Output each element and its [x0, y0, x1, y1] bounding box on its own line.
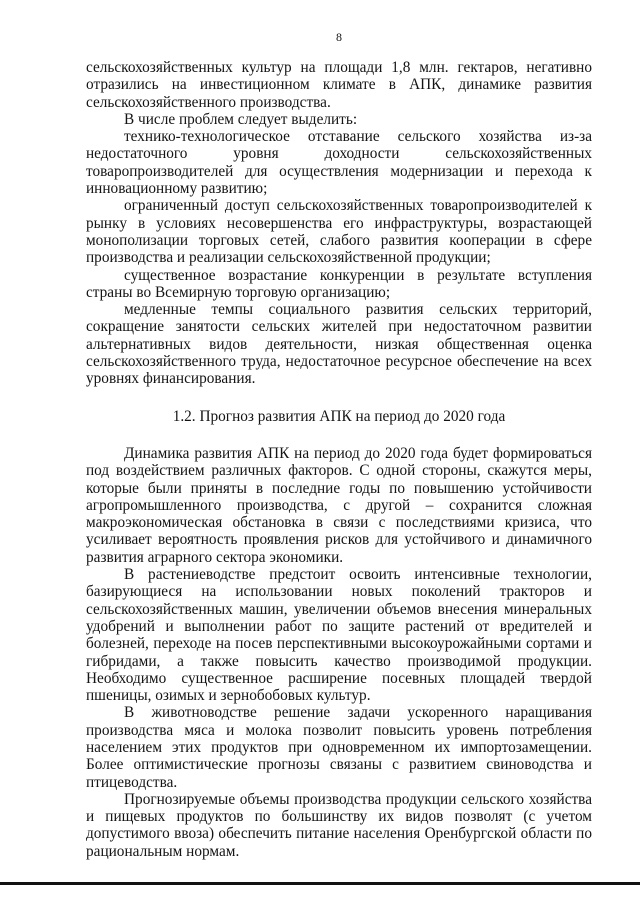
body-after-heading — [86, 445, 592, 860]
body-before-heading — [86, 59, 592, 388]
paragraph: Прогнозируемые объемы производства продукции сельского хозяйства и пищевых продуктов по большинству их видов позволят (с учетом допустимого ввоза) обеспечить питание населения Оренбургской области по рациональным нормам. — [86, 790, 592, 860]
list-item: технико-технологическое отставание сельского хозяйства из-за недостаточного уровня доходности сельскохозяйственных товаропроизводителей для осуществления модернизации и перехода к инновационному развитию; — [86, 128, 592, 198]
list-item: существенное возрастание конкуренции в результате вступления страны во Всемирную торговую организацию; — [86, 266, 592, 301]
document-page — [86, 30, 592, 860]
section-heading: 1.2. Прогноз развития АПК на период до 2020 года — [172, 407, 506, 425]
paragraph: В числе проблем следует выделить: — [124, 110, 358, 128]
list-item: ограниченный доступ сельскохозяйственных товаропроизводителей к рынку в условиях несовершенства его инфраструктуры, возрастающей монополизации торговых сетей, слабого развития кооперации в сфере производства и реализации сельскохозяйственной продукции; — [86, 197, 592, 267]
paragraph: Динамика развития АПК на период до 2020 года будет формироваться под воздействием различных факторов. С одной стороны, скажутся меры, которые были приняты в последние годы по повышению устойчивости агропромышленного производства, с другой – сохранится сложная макроэкономическая обстановка в связи с последствиями кризиса, что усиливает вероятность проявления рисков для устойчивого и динамичного развития аграрного сектора экономики. — [86, 444, 592, 566]
paragraph: В животноводстве решение задачи ускоренного наращивания производства мяса и молока позволит повысить уровень потребления населением этих продуктов при одновременном их импортозамещении. Более оптимистические прогнозы связаны с развитием свиноводства и птицеводства. — [86, 704, 592, 791]
paragraph: В растениеводстве предстоит освоить интенсивные технологии, базирующиеся на использовании новых поколений тракторов и сельскохозяйственных машин, увеличении объемов внесения минеральных удобрений и выполнении работ по защите растений от вредителей и болезней, переходе на посев перспективными высокоурожайными сортами и гибридами, а также повысить качество производимой продукции. Необходимо существенное расширение посевных площадей твердой пшеницы, озимых и зернобобовых культур. — [86, 566, 592, 705]
bottom-border-rule — [0, 882, 640, 885]
paragraph: сельскохозяйственных культур на площади 1,8 млн. гектаров, негативно отразились на инвестиционном климате в АПК, динамике развития сельскохозяйственного производства. — [86, 59, 592, 111]
list-item: медленные темпы социального развития сельских территорий, сокращение занятости сельских жителей при недостаточном развитии альтернативных видов деятельности, низкая общественная оценка сельскохозяйственного труда, недостаточное ресурсное обеспечение на всех уровнях финансирования. — [86, 301, 592, 388]
page-number: 8 — [336, 30, 342, 44]
